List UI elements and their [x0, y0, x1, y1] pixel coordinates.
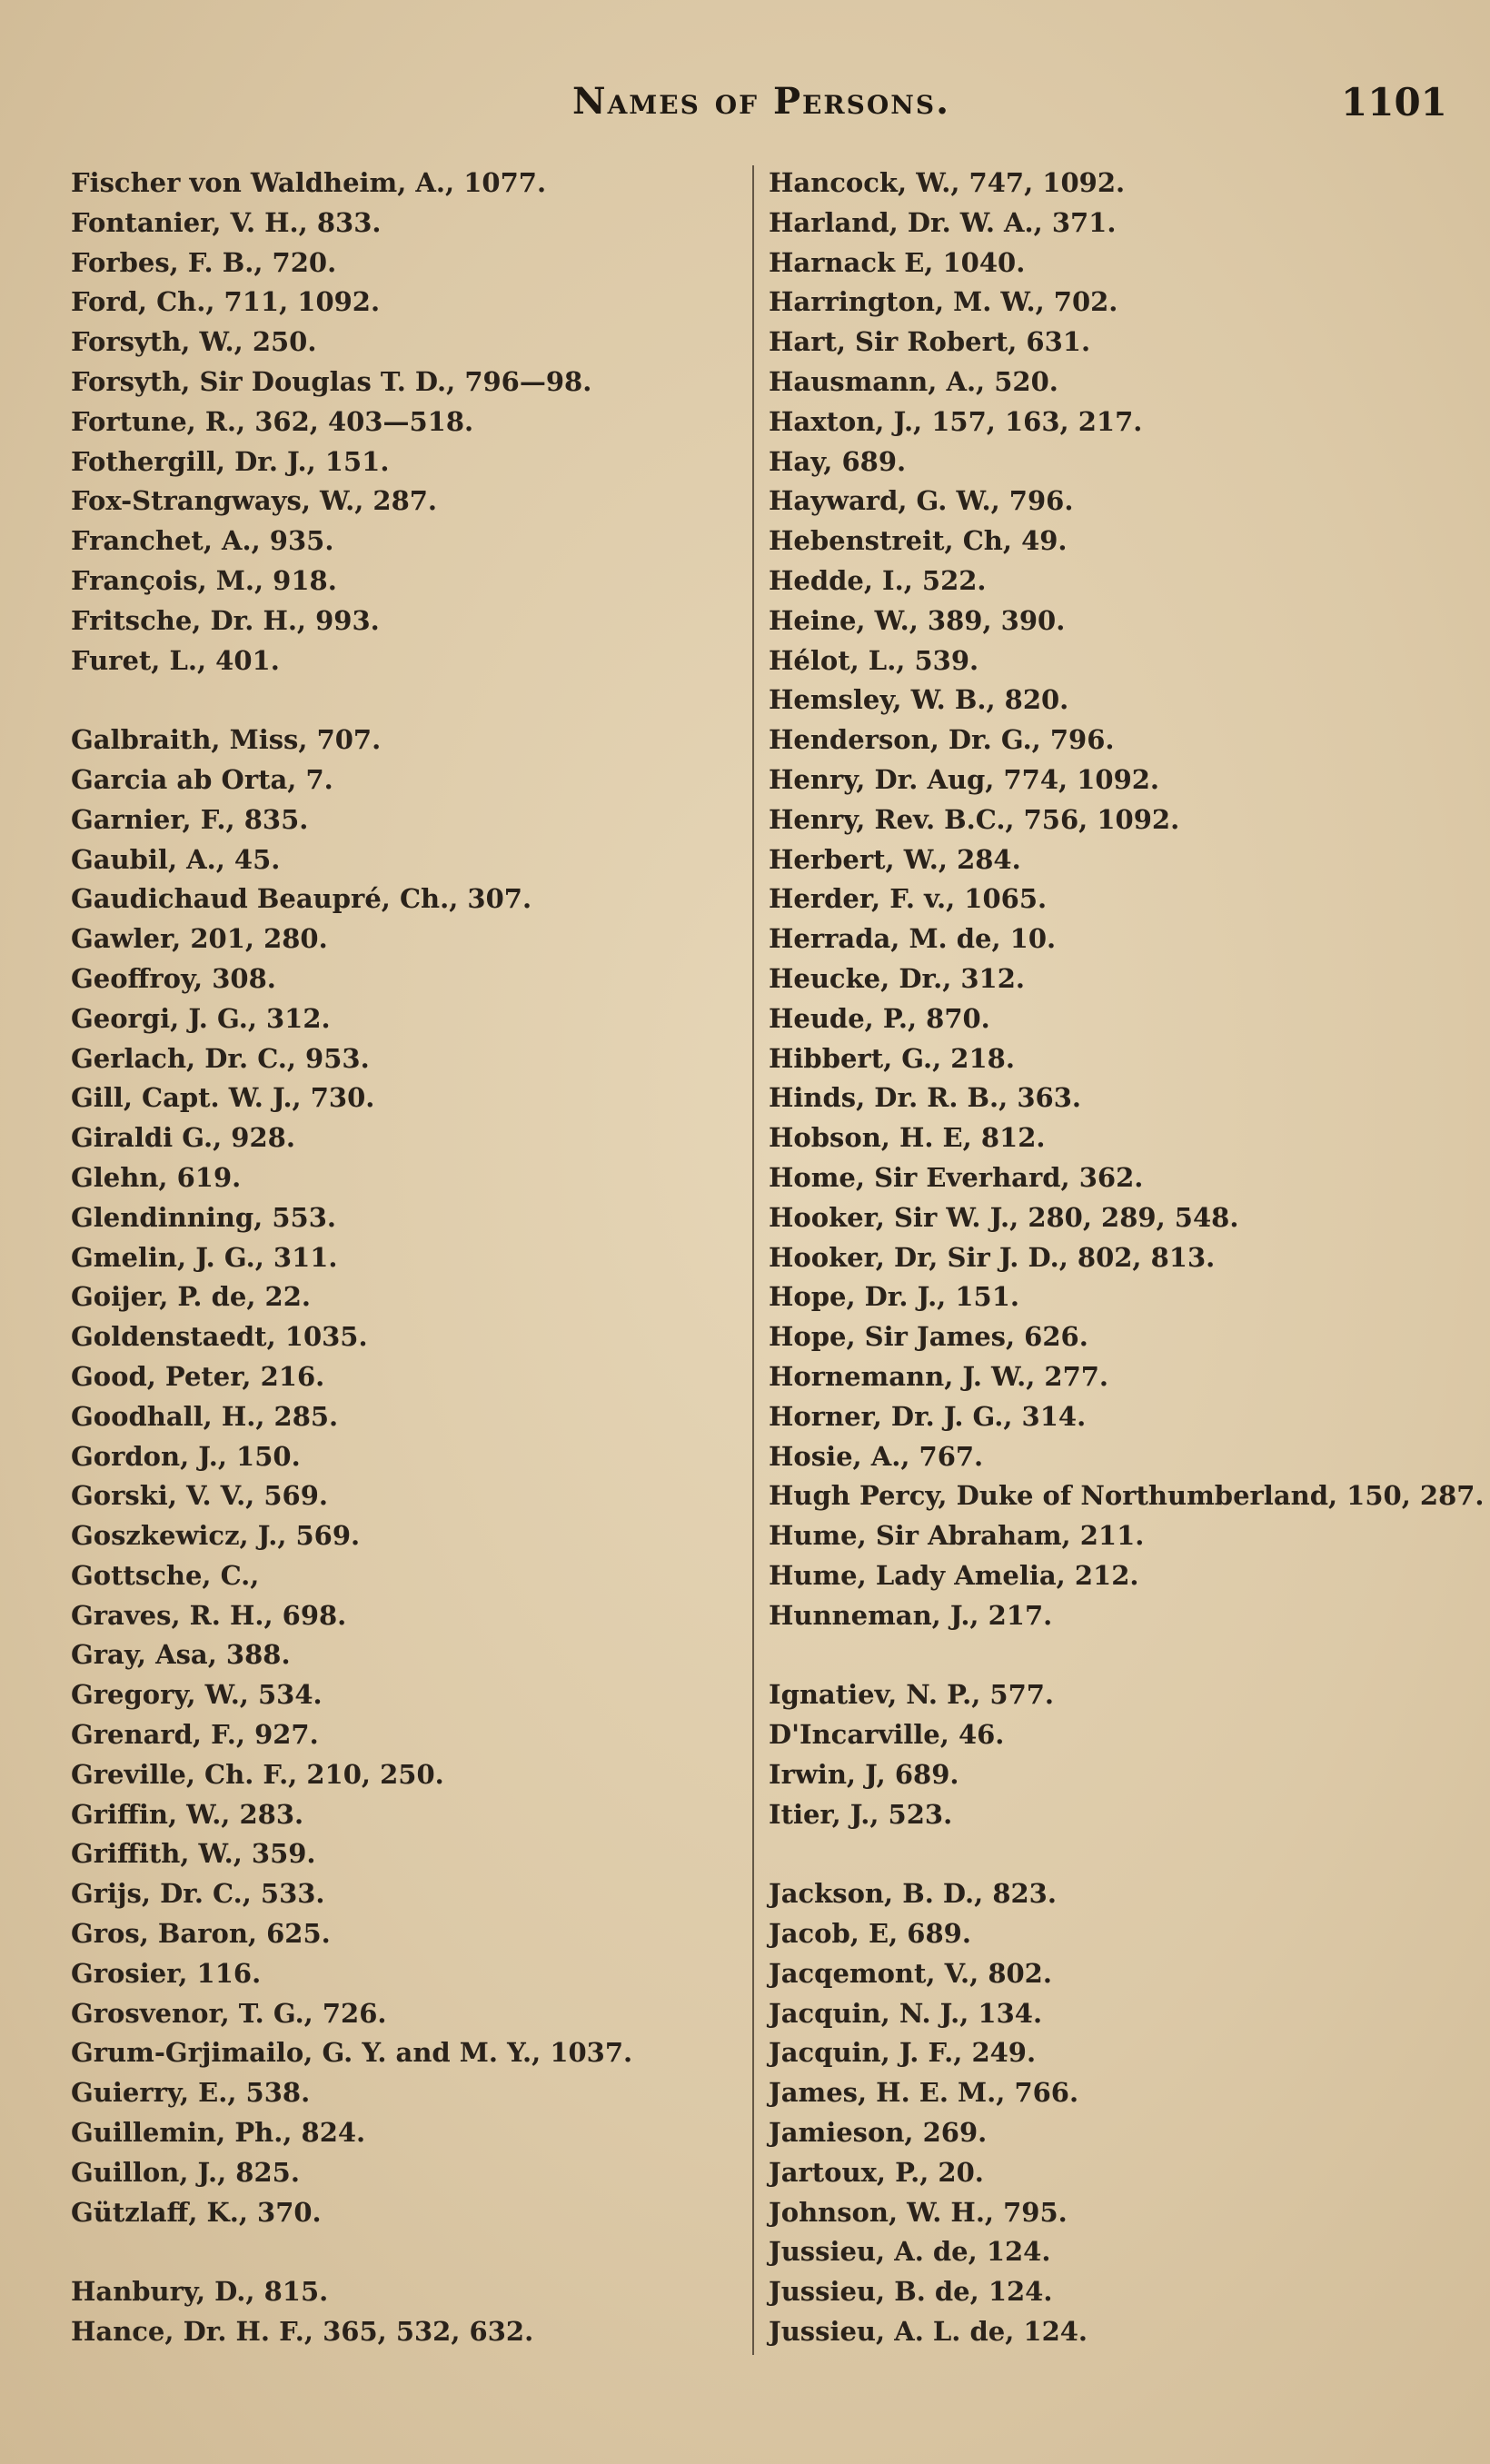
- index-entry: Henry, Dr. Aug, 774, 1092.: [769, 763, 1160, 795]
- index-entry: Henderson, Dr. G., 796.: [769, 724, 1115, 756]
- index-entry: Galbraith, Miss, 707.: [71, 724, 382, 756]
- index-entry: Forsyth, Sir Douglas T. D., 796—98.: [71, 365, 592, 397]
- index-entry: Henry, Rev. B.C., 756, 1092.: [769, 803, 1180, 835]
- index-entry: Hibbert, G., 218.: [769, 1042, 1015, 1074]
- index-entry: Gregory, W., 534.: [71, 1679, 323, 1711]
- index-entry: Gaubil, A., 45.: [71, 843, 281, 875]
- index-entry: D'Incarville, 46.: [769, 1719, 1005, 1751]
- index-entry: Home, Sir Everhard, 362.: [769, 1161, 1144, 1193]
- index-entry: Hedde, I., 522.: [769, 564, 987, 596]
- index-entry: Hancock, W., 747, 1092.: [769, 167, 1126, 198]
- index-entry: Grosvenor, T. G., 726.: [71, 1997, 387, 2029]
- index-entry: Irwin, J, 689.: [769, 1758, 959, 1790]
- index-entry: Heucke, Dr., 312.: [769, 962, 1026, 994]
- index-entry: Harnack E, 1040.: [769, 246, 1026, 278]
- index-entry: Grenard, F., 927.: [71, 1719, 319, 1751]
- index-entry: Hope, Sir James, 626.: [769, 1321, 1088, 1353]
- index-entry: Gros, Baron, 625.: [71, 1918, 331, 1950]
- index-entry: Hume, Sir Abraham, 211.: [769, 1520, 1145, 1552]
- index-entry: Gützlaff, K., 370.: [71, 2196, 322, 2228]
- index-entry: Goszkewicz, J., 569.: [71, 1520, 361, 1552]
- column-divider: [752, 165, 754, 2355]
- index-entry: Gottsche, C.,: [71, 1559, 260, 1591]
- letter-section-gap: [769, 1834, 1459, 1874]
- index-entry: Jacob, E, 689.: [769, 1918, 971, 1950]
- index-entry: Hope, Dr. J., 151.: [769, 1281, 1020, 1313]
- index-entry: Guillon, J., 825.: [71, 2156, 300, 2188]
- index-entry: Jussieu, A. L. de, 124.: [769, 2316, 1088, 2348]
- index-entry: Harland, Dr. W. A., 371.: [769, 206, 1117, 238]
- index-entry: Fontanier, V. H., 833.: [71, 206, 382, 238]
- index-entry: Hinds, Dr. R. B., 363.: [769, 1082, 1081, 1114]
- index-entry: Georgi, J. G., 312.: [71, 1002, 331, 1034]
- index-entry: Good, Peter, 216.: [71, 1360, 325, 1392]
- index-entry: Jacquin, J. F., 249.: [769, 2037, 1037, 2069]
- index-entry: Itier, J., 523.: [769, 1798, 953, 1830]
- index-entry: Geoffroy, 308.: [71, 962, 276, 994]
- index-entry: Glehn, 619.: [71, 1161, 242, 1193]
- index-entry: Goldenstaedt, 1035.: [71, 1321, 368, 1353]
- index-entry: Hooker, Dr, Sir J. D., 802, 813.: [769, 1241, 1216, 1273]
- index-entry: Guierry, E., 538.: [71, 2077, 311, 2109]
- index-entry: Gordon, J., 150.: [71, 1440, 301, 1472]
- index-entry: Herder, F. v., 1065.: [769, 883, 1048, 915]
- index-entry: Heine, W., 389, 390.: [769, 604, 1066, 636]
- index-entry: Hosie, A., 767.: [769, 1440, 984, 1472]
- index-entry: Garcia ab Orta, 7.: [71, 763, 333, 795]
- index-entry: Jackson, B. D., 823.: [769, 1878, 1057, 1910]
- index-entry: Fritsche, Dr. H., 993.: [71, 604, 380, 636]
- index-entry: Giraldi G., 928.: [71, 1122, 295, 1154]
- index-entry: Jacqemont, V., 802.: [769, 1957, 1052, 1989]
- index-entry: Hornemann, J. W., 277.: [769, 1360, 1109, 1392]
- index-entry: Griffith, W., 359.: [71, 1838, 316, 1870]
- index-entry: Jartoux, P., 20.: [769, 2156, 984, 2188]
- index-entry: Fothergill, Dr. J., 151.: [71, 445, 390, 477]
- index-entry: Hobson, H. E, 812.: [769, 1122, 1046, 1154]
- index-entry: Grijs, Dr. C., 533.: [71, 1878, 325, 1910]
- index-entry: Guillemin, Ph., 824.: [71, 2117, 366, 2149]
- index-entry: François, M., 918.: [71, 564, 337, 596]
- index-entry: Hay, 689.: [769, 445, 907, 477]
- index-entry: Gerlach, Dr. C., 953.: [71, 1042, 370, 1074]
- index-entry: James, H. E. M., 766.: [769, 2077, 1079, 2109]
- index-entry: Forbes, F. B., 720.: [71, 246, 337, 278]
- index-entry: Hooker, Sir W. J., 280, 289, 548.: [769, 1201, 1239, 1233]
- index-entry: Hanbury, D., 815.: [71, 2276, 329, 2308]
- index-entry: Hélot, L., 539.: [769, 644, 979, 676]
- index-entry: Ignatiev, N. P., 577.: [769, 1679, 1055, 1711]
- index-entry: Herrada, M. de, 10.: [769, 923, 1057, 955]
- index-entry: Horner, Dr. J. G., 314.: [769, 1400, 1087, 1432]
- index-entry: Greville, Ch. F., 210, 250.: [71, 1758, 444, 1790]
- index-entry: Fortune, R., 362, 403—518.: [71, 405, 474, 437]
- index-entry: Heude, P., 870.: [769, 1002, 990, 1034]
- index-entry: Hume, Lady Amelia, 212.: [769, 1559, 1139, 1591]
- index-entry: Hart, Sir Robert, 631.: [769, 326, 1091, 358]
- index-entry: Hebenstreit, Ch, 49.: [769, 525, 1068, 557]
- index-entry: Hayward, G. W., 796.: [769, 485, 1074, 517]
- index-entry: Ford, Ch., 711, 1092.: [71, 286, 381, 318]
- index-entry: Hemsley, W. B., 820.: [769, 684, 1069, 716]
- index-entry: Harrington, M. W., 702.: [769, 286, 1118, 318]
- index-entry: Hunneman, J., 217.: [769, 1599, 1053, 1631]
- index-entry: Herbert, W., 284.: [769, 843, 1021, 875]
- index-entry: Gill, Capt. W. J., 730.: [71, 1082, 375, 1114]
- index-entry: Goodhall, H., 285.: [71, 1400, 339, 1432]
- page-number: 1101: [1341, 80, 1447, 124]
- index-entry: Jacquin, N. J., 134.: [769, 1997, 1043, 2029]
- index-entry: Gaudichaud Beaupré, Ch., 307.: [71, 883, 532, 915]
- index-entry: Hugh Percy, Duke of Northumberland, 150, 287.: [769, 1480, 1485, 1512]
- letter-section-gap: [71, 681, 707, 720]
- index-entry: Fischer von Waldheim, A., 1077.: [71, 167, 547, 198]
- index-entry: Grosier, 116.: [71, 1957, 262, 1989]
- letter-section-gap: [769, 1635, 1459, 1675]
- index-entry: Grum-Grjimailo, G. Y. and M. Y., 1037.: [71, 2037, 633, 2069]
- index-entry: Jussieu, B. de, 124.: [769, 2276, 1053, 2308]
- index-entry: Furet, L., 401.: [71, 644, 280, 676]
- running-title: Names of Persons.: [572, 80, 951, 123]
- left-index-column: [71, 164, 707, 2352]
- index-entry: Garnier, F., 835.: [71, 803, 309, 835]
- right-index-column: [769, 164, 1485, 2352]
- index-entry: Fox-Strangways, W., 287.: [71, 485, 438, 517]
- page-header: [0, 80, 1490, 134]
- index-entry: Franchet, A., 935.: [71, 525, 334, 557]
- index-entry: Gray, Asa, 388.: [71, 1639, 291, 1671]
- index-entry: Johnson, W. H., 795.: [769, 2196, 1068, 2228]
- letter-section-gap: [71, 2232, 707, 2272]
- index-entry: Jussieu, A. de, 124.: [769, 2236, 1051, 2268]
- index-entry: Griffin, W., 283.: [71, 1798, 304, 1830]
- index-entry: Hance, Dr. H. F., 365, 532, 632.: [71, 2316, 534, 2348]
- index-entry: Hausmann, A., 520.: [769, 365, 1058, 397]
- index-entry: Graves, R. H., 698.: [71, 1599, 347, 1631]
- index-entry: Haxton, J., 157, 163, 217.: [769, 405, 1143, 437]
- index-entry: Glendinning, 553.: [71, 1201, 336, 1233]
- index-entry: Gorski, V. V., 569.: [71, 1480, 328, 1512]
- index-entry: Forsyth, W., 250.: [71, 326, 317, 358]
- index-entry: Gawler, 201, 280.: [71, 923, 328, 955]
- index-entry: Jamieson, 269.: [769, 2117, 988, 2149]
- index-entry: Goijer, P. de, 22.: [71, 1281, 312, 1313]
- index-entry: Gmelin, J. G., 311.: [71, 1241, 338, 1273]
